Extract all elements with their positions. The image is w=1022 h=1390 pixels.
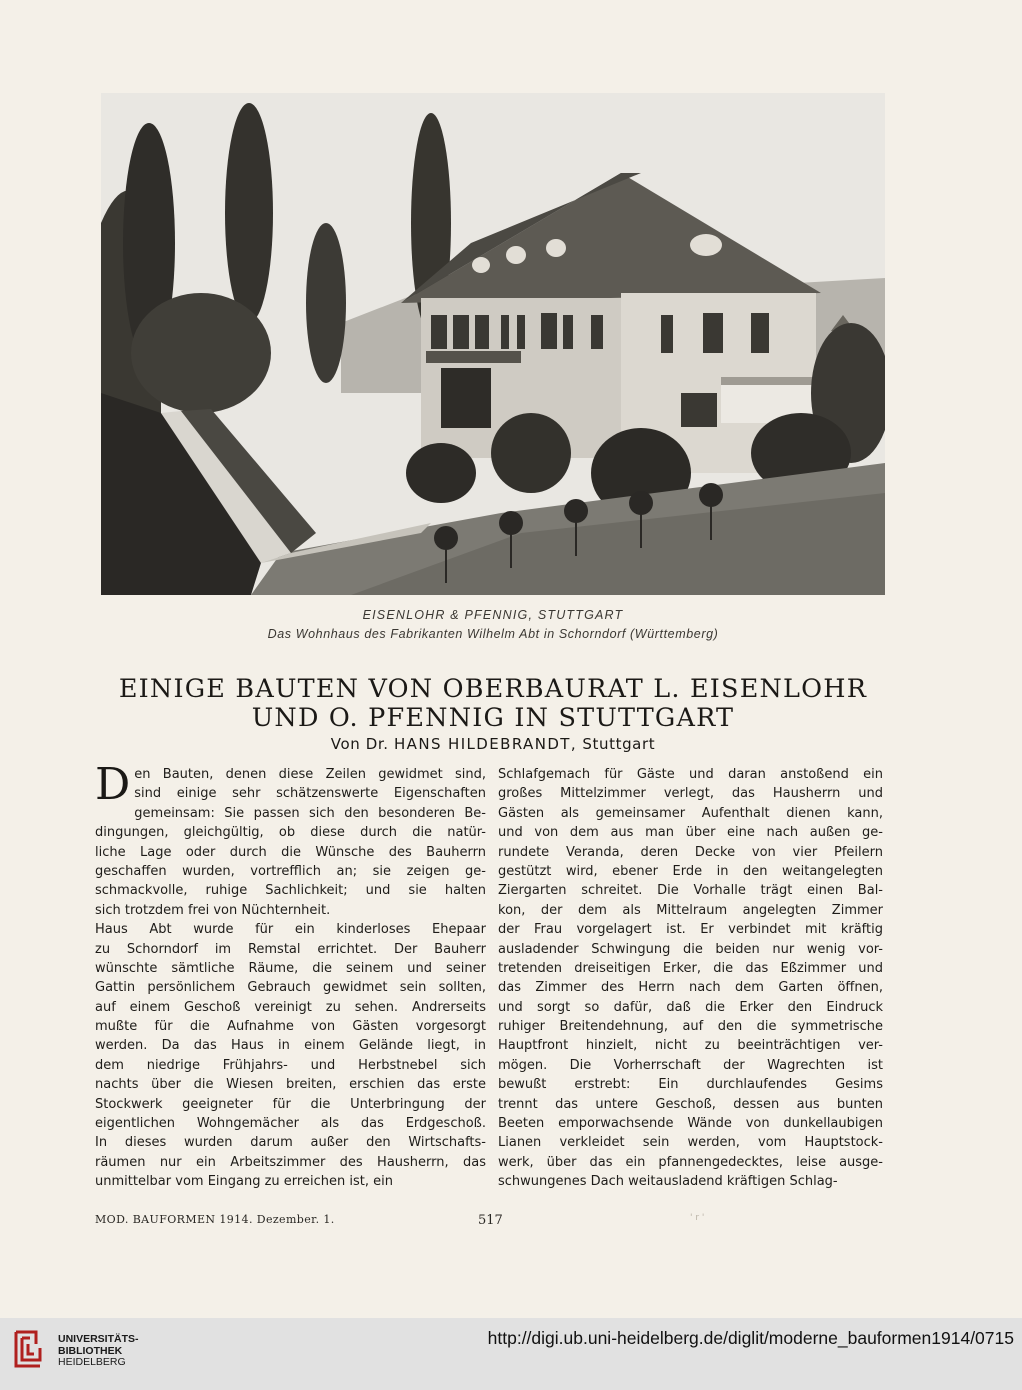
text-line: schmackvolle, ruhige Sachlichkeit; und sie halten (95, 883, 486, 899)
print-mark: ' r ' (690, 1213, 705, 1223)
text-line: großes Mittelzimmer verlegt, das Hausherrn und (498, 786, 883, 802)
author-prefix: Von Dr. (330, 735, 389, 753)
text-line: wünschte sämtliche Räume, die seinem und seiner (95, 960, 486, 976)
title-line-1: EINIGE BAUTEN VON OBERBAURAT L. EISENLOHR (118, 674, 868, 704)
article-title (101, 675, 885, 733)
journal-reference: MOD. BAUFORMEN 1914. Dezember. 1. (95, 1213, 335, 1226)
text-line: Gästen als gemeinsamer Aufenthalt dienen kann, (498, 805, 883, 821)
text-line: Gattin persönlichem Gebrauch gewidmet sein sollten, (95, 980, 486, 996)
text-line: dingungen, gleichgültig, ob diese durch die natür- (95, 825, 486, 841)
text-line: und von dem aus man über eine nach außen ge- (498, 825, 883, 841)
article-column-left (95, 759, 486, 1192)
text-line: und sorgt so dafür, daß die Erker den Eindruck (498, 999, 883, 1015)
text-line: Haus Abt wurde für ein kinderloses Ehepaar (95, 922, 486, 938)
text-line: sich trotzdem frei von Nüchternheit. (95, 902, 331, 918)
text-line: werden. Da das Haus in einem Gelände liegt, in (95, 1038, 486, 1054)
library-name (58, 1334, 139, 1369)
drop-cap: D (95, 759, 131, 810)
text-line: gemeinsam: Sie passen sich den besonderen Be- (134, 805, 486, 821)
text-line: Lianen verkleidet sein werden, vom Hauptstock- (498, 1135, 883, 1151)
text-line: schwungenes Dach weitausladend kräftigen Schlag- (498, 1174, 838, 1190)
house-photograph (101, 93, 885, 595)
text-line: dem niedrige Frühjahrs- und Herbstnebel sich (95, 1057, 486, 1073)
text-line: In dieses wurden darum außer den Wirtschafts- (95, 1135, 486, 1151)
text-line: räumen nur ein Arbeitszimmer des Hausherrn, das (95, 1154, 486, 1170)
text-line: mögen. Die Vorherrschaft der Wagrechten ist (498, 1057, 883, 1073)
text-line: eigentlichen Wohngemächer als das Erdgeschoß. (95, 1116, 486, 1132)
text-line: Schlafgemach für Gäste und daran anstoßend ein (498, 767, 883, 782)
source-url[interactable]: http://digi.ub.uni-heidelberg.de/diglit/moderne_bauformen1914/0715 (487, 1328, 1014, 1348)
author-name: HANS HILDEBRANDT, (394, 735, 578, 753)
caption-architects: EISENLOHR & PFENNIG, STUTTGART (362, 608, 624, 622)
photo-caption (101, 606, 885, 644)
text-line: tretenden dreiseitigen Erker, die das Eßzimmer und (498, 960, 883, 976)
text-line: zu Schorndorf im Remstal errichtet. Der Bauherr (95, 941, 486, 957)
text-line: rundete Veranda, deren Decke von vier Pfeilern (498, 844, 883, 860)
text-line: kon, der dem als Mittelraum angelegten Zimmer (498, 902, 883, 918)
library-name-line-1: UNIVERSITÄTS- (58, 1333, 139, 1345)
text-line: nachts über die Wiesen breiten, erschien das erste (95, 1077, 486, 1093)
text-line: unmittelbar vom Eingang zu erreichen ist, ein (95, 1174, 393, 1190)
text-line: bewußt erstrebt: Ein durchlaufendes Gesims (498, 1077, 883, 1093)
text-line: sind einige sehr schätzenswerte Eigenschaften (134, 786, 486, 802)
author-place: Stuttgart (582, 735, 656, 753)
library-name-line-2: BIBLIOTHEK (58, 1344, 123, 1357)
text-line: Stockwerk geeigneter für die Unterbringung der (95, 1096, 486, 1112)
text-line: gestützt wird, ebener Erde in den weitangelegten (498, 863, 883, 879)
library-logo-icon (10, 1326, 50, 1372)
text-line: Hauptfront hinzielt, nicht zu beeinträchtigen ver- (498, 1038, 883, 1054)
caption-description: Das Wohnhaus des Fabrikanten Wilhelm Abt in Schorndorf (Württemberg) (267, 627, 719, 641)
article-author (101, 735, 885, 753)
title-line-2: UND O. PFENNIG IN STUTTGART (251, 703, 735, 733)
text-line: das Zimmer des Herrn nach dem Garten öffnen, (498, 980, 883, 996)
text-line: Ziergarten schreitet. Die Vorhalle trägt einen Bal- (498, 883, 883, 899)
library-name-line-3: HEIDELBERG (58, 1356, 126, 1368)
text-line: ausladender Schwingung die beiden nur wenig vor- (498, 941, 883, 957)
text-line: ruhiger Breitendehnung, auf den die symmetrische (498, 1019, 883, 1035)
text-line: auf einem Geschoß vereinigt zu sehen. Andrerseits (95, 999, 486, 1015)
text-line: trennt das untere Geschoß, dessen aus bunten (498, 1096, 883, 1112)
page-number: 517 (478, 1213, 503, 1228)
text-line: Beeten emporwachsende Wände von dunkellaubigen (498, 1116, 883, 1132)
text-line: liche Lage oder durch die Wünsche des Bauherrn (95, 844, 486, 860)
text-line: der Frau vorgelagert ist. Er verbindet mit kräftig (498, 922, 883, 938)
text-line: en Bauten, denen diese Zeilen gewidmet sind, (134, 767, 486, 782)
text-line: geschaffen wurden, vortrefflich an; sie zeigen ge- (95, 863, 486, 879)
text-line: werk, über das ein pfannengedecktes, leise ausge- (498, 1154, 883, 1170)
text-line: mußte für die Aufnahme von Gästen vorgesorgt (95, 1019, 486, 1035)
article-column-right (498, 765, 883, 1192)
